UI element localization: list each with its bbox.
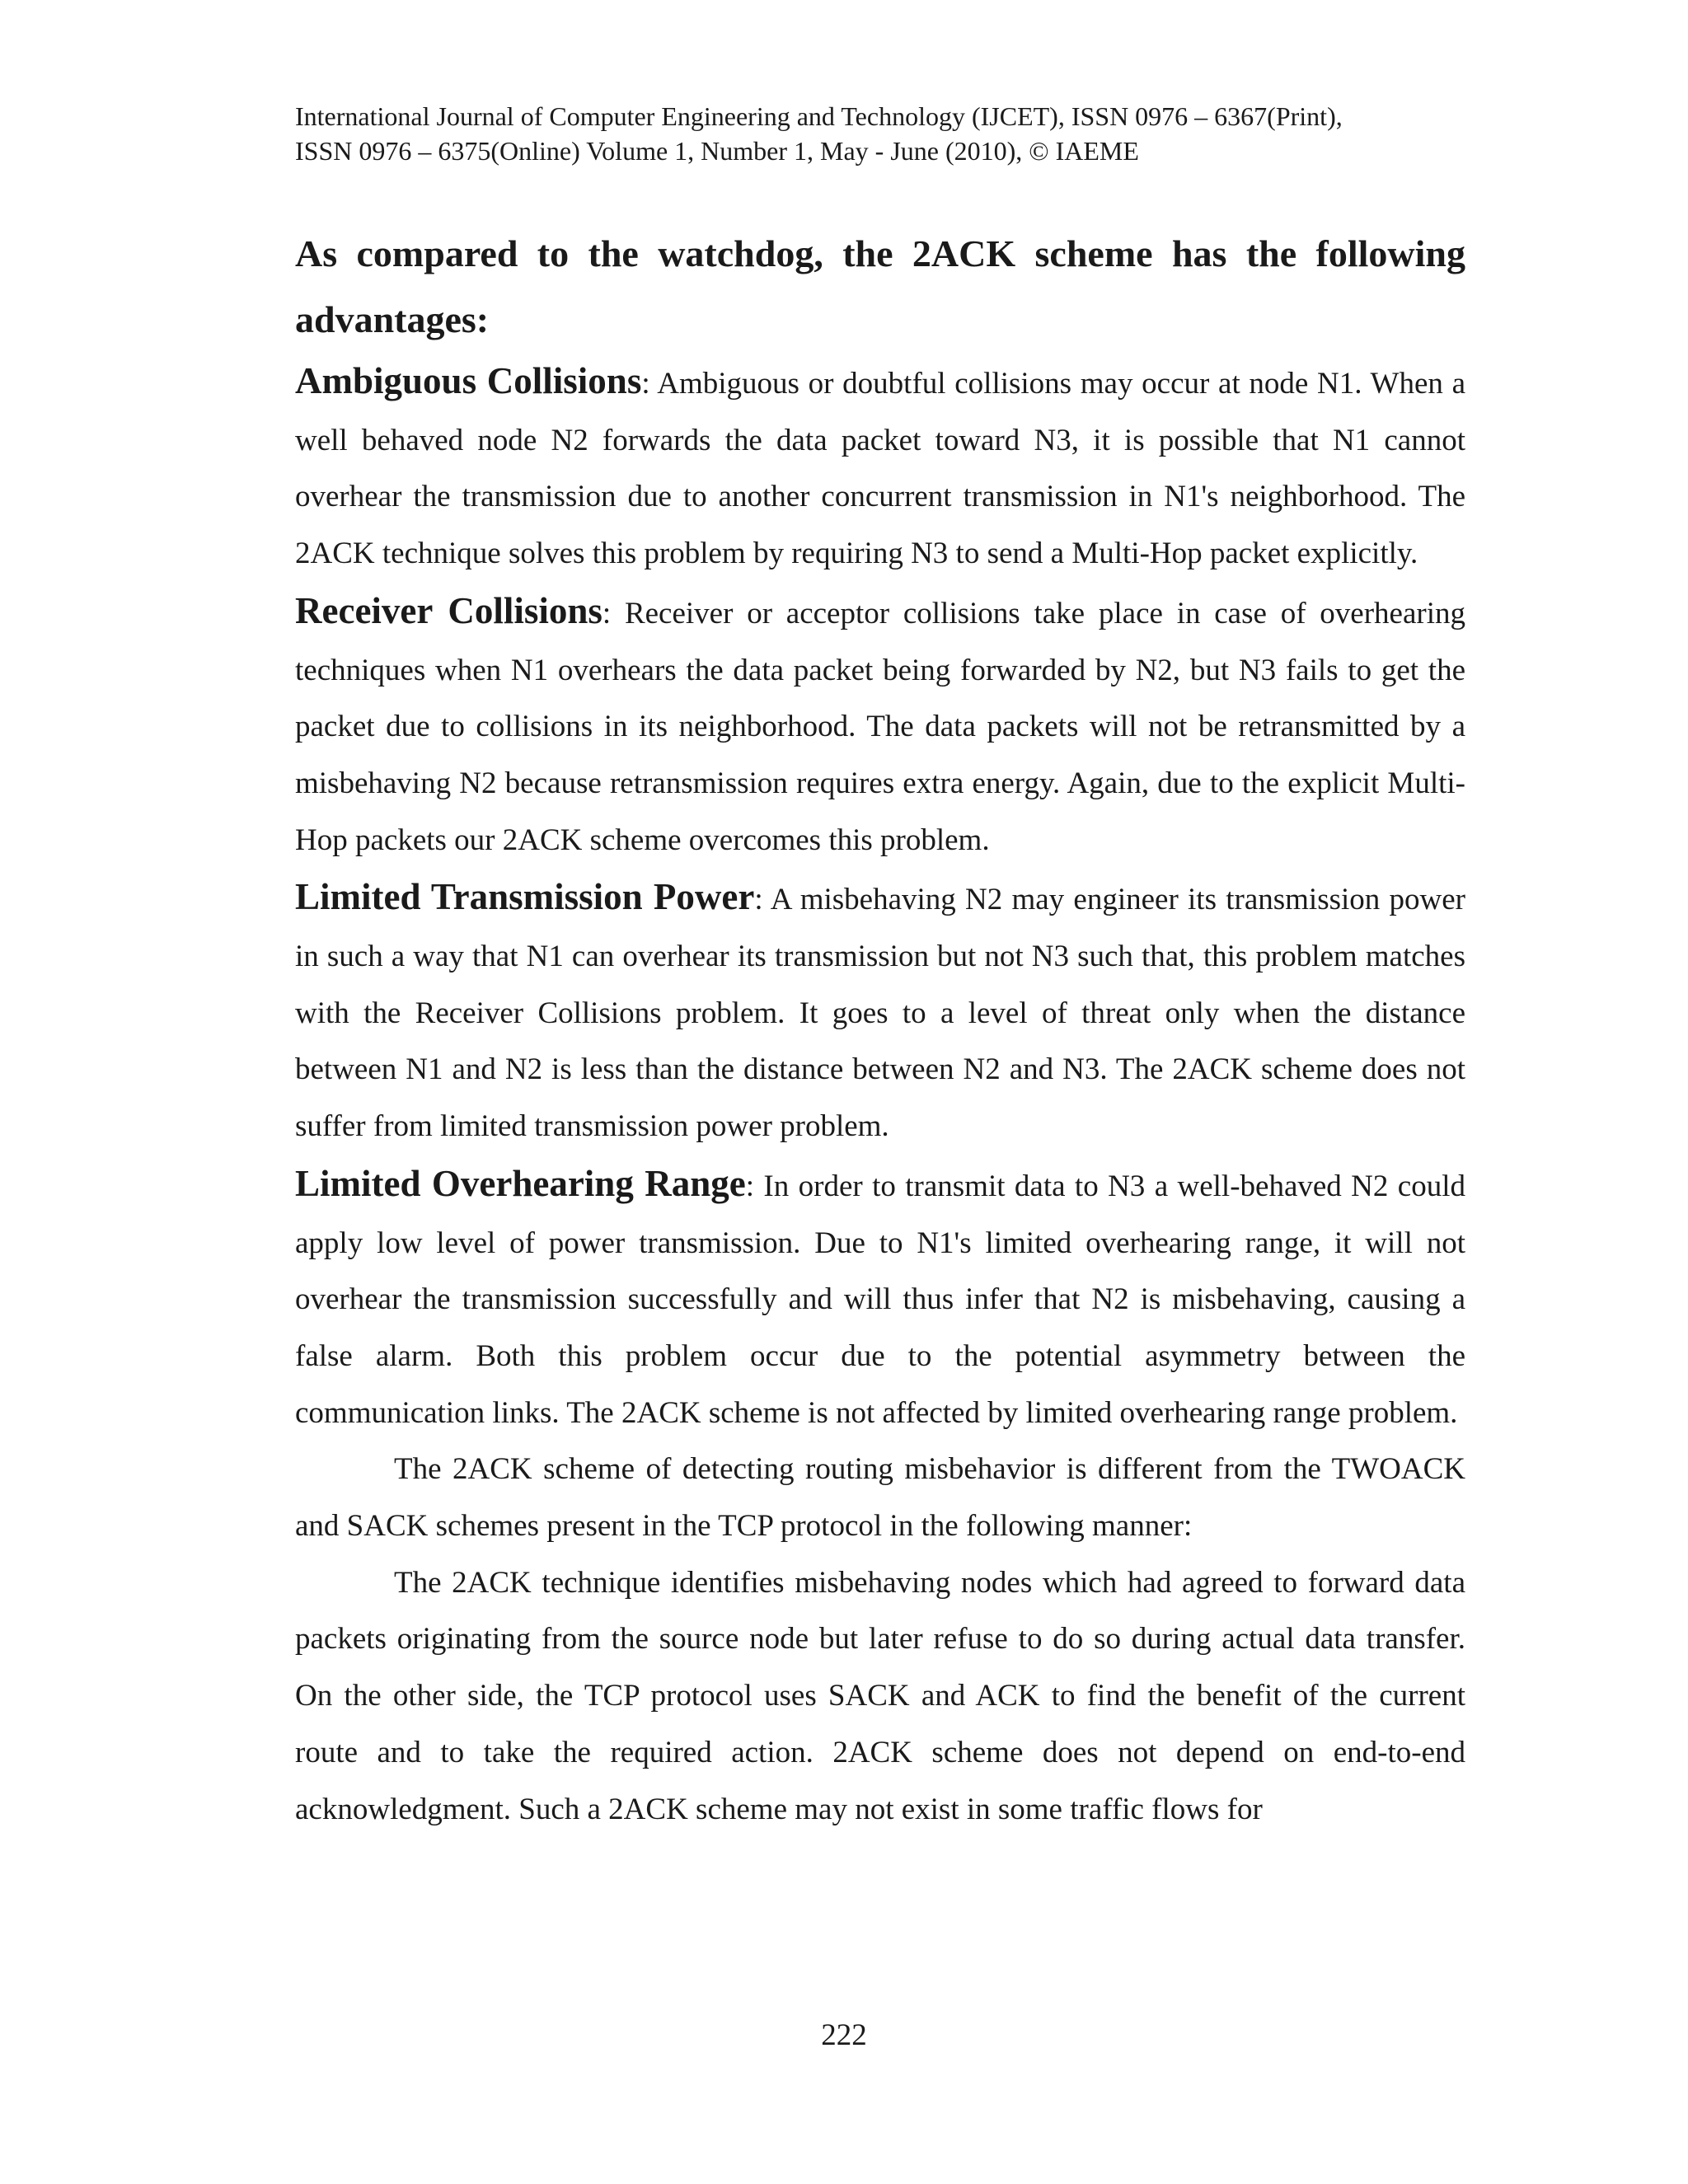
advantage-text: : In order to transmit data to N3 a well-behaved N2 could apply low level of power transmission. Due to N1's limited overhearing range, it will not overhear the transmission successfully and will thus infer that N2 is misbehaving, causing a false alarm. Both this problem occur due to the potential asymmetry between the communication links. The 2ACK scheme is not affected by limited overhearing range problem. [295, 1169, 1465, 1430]
journal-header-line-1: International Journal of Computer Engineering and Technology (IJCET), ISSN 0976 – 6367(Print), [295, 101, 1343, 131]
advantage-limited-transmission-power [295, 869, 1465, 1155]
advantage-text: : A misbehaving N2 may engineer its transmission power in such a way that N1 can overhear its transmission but not N3 such that, this problem matches with the Receiver Collisions problem. It goes to a level of threat only when the distance between N1 and N2 is less than the distance between N2 and N3. The 2ACK scheme does not suffer from limited transmission power problem. [295, 883, 1465, 1144]
advantage-ambiguous-collisions [295, 353, 1465, 583]
advantage-term: Limited Overhearing Range [295, 1162, 746, 1204]
journal-header [295, 99, 1465, 168]
advantage-text: : Ambiguous or doubtful collisions may occur at node N1. When a well behaved node N2 forwards the data packet toward N3, it is possible that N1 cannot overhear the transmission due to another concurrent transmission in N1's neighborhood. The 2ACK technique solves this problem by requiring N3 to send a Multi-Hop packet explicitly. [295, 367, 1465, 571]
advantage-limited-overhearing-range [295, 1155, 1465, 1442]
section-heading: As compared to the watchdog, the 2ACK scheme has the following advantages: [295, 232, 1465, 340]
advantage-term: Limited Transmission Power [295, 876, 755, 918]
page-number: 222 [821, 2018, 867, 2052]
body-paragraph-1: The 2ACK scheme of detecting routing misbehavior is different from the TWOACK and SACK schemes present in the TCP protocol in the following manner: [295, 1452, 1465, 1544]
advantage-text: : Receiver or acceptor collisions take place in case of overhearing techniques when N1 overhears the data packet being forwarded by N2, but N3 fails to get the packet due to collisions in its neighborhood. The data packets will not be retransmitted by a misbehaving N2 because retransmission requires extra energy. Again, due to the explicit Multi-Hop packets our 2ACK scheme overcomes this problem. [295, 596, 1465, 857]
journal-header-line-2: ISSN 0976 – 6375(Online) Volume 1, Number 1, May - June (2010), © IAEME [295, 136, 1139, 166]
page-body [295, 221, 1465, 1838]
advantage-receiver-collisions [295, 583, 1465, 869]
advantage-term: Receiver Collisions [295, 589, 603, 631]
body-paragraph-2: The 2ACK technique identifies misbehaving nodes which had agreed to forward data packets originating from the source node but later refuse to do so during actual data transfer. On the other side, the TCP protocol uses SACK and ACK to find the benefit of the current route and to take the required action. 2ACK scheme does not depend on end-to-end acknowledgment. Such a 2ACK scheme may not exist in some traffic flows for [295, 1565, 1465, 1826]
advantage-term: Ambiguous Collisions [295, 360, 642, 401]
